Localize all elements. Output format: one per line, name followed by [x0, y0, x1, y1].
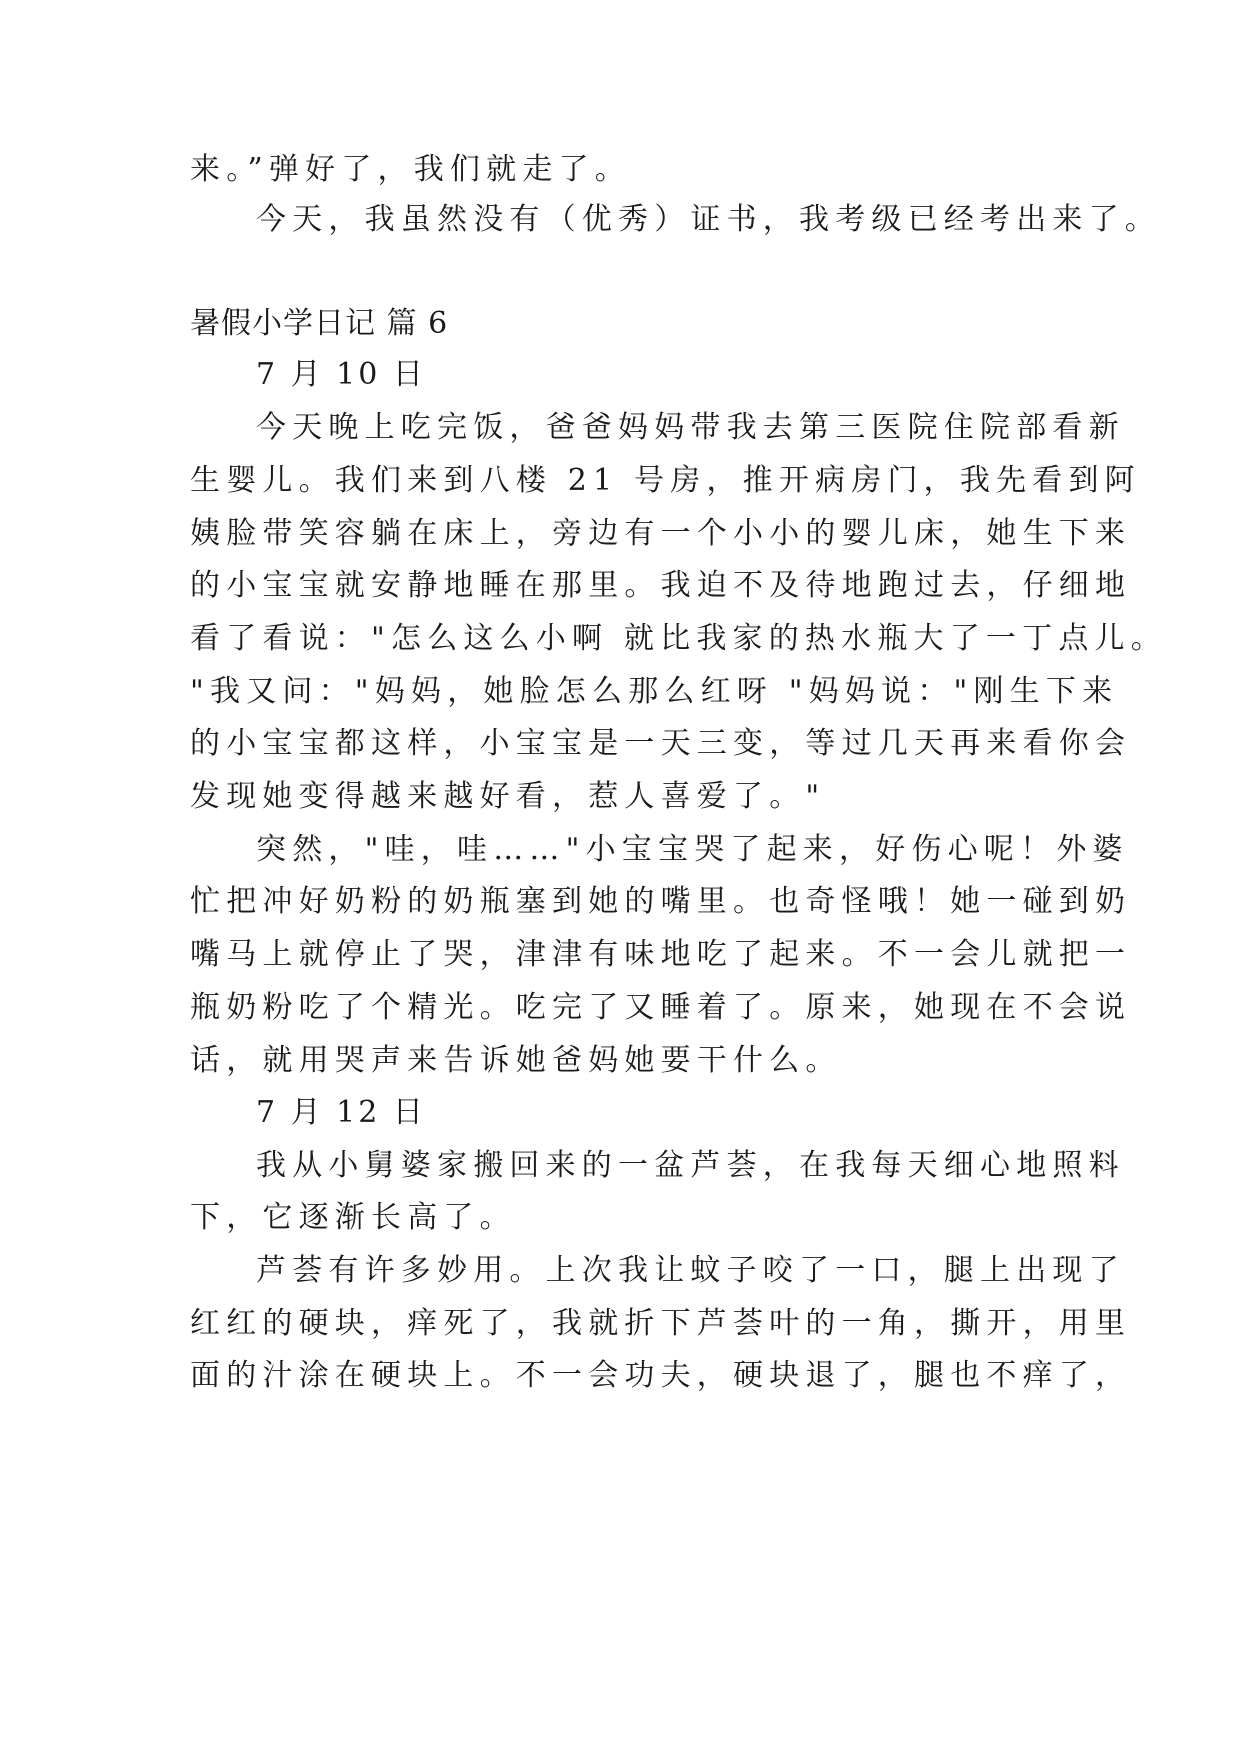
text-line-17: 话，就用哭声来告诉她爸妈她要干什么。: [190, 1043, 842, 1078]
text-line-19: 我从小舅婆家搬回来的一盆芦荟，在我每天细心地照料: [256, 1148, 1125, 1183]
text-line-8: 的小宝宝就安静地睡在那里。我迫不及待地跑过去，仔细地: [190, 568, 1132, 603]
text-line-12: 发现她变得越来越好看，惹人喜爱了。": [190, 779, 826, 814]
text-line-21: 芦荟有许多妙用。上次我让蚊子咬了一口，腿上出现了: [256, 1253, 1125, 1288]
text-line-7: 姨脸带笑容躺在床上，旁边有一个小小的婴儿床，她生下来: [190, 516, 1132, 551]
text-line-13: 突然，"哇，哇……"小宝宝哭了起来，好伤心呢！外婆: [256, 832, 1129, 867]
text-line-16: 瓶奶粉吃了个精光。吃完了又睡着了。原来，她现在不会说: [190, 990, 1132, 1025]
text-line-20: 下，它逐渐长高了。: [190, 1200, 516, 1235]
text-line-2: 今天，我虽然没有（优秀）证书，我考级已经考出来了。: [256, 202, 1161, 237]
text-line-6: 生婴儿。我们来到八楼 21 号房，推开病房门，我先看到阿: [190, 463, 1141, 498]
text-line-9: 看了看说："怎么这么小啊 就比我家的热水瓶大了一丁点儿。: [190, 621, 1167, 656]
text-line-15: 嘴马上就停止了哭，津津有味地吃了起来。不一会儿就把一: [190, 937, 1132, 972]
section-heading: 暑假小学日记 篇 6: [190, 306, 449, 341]
date-heading-2: 7 月 12 日: [256, 1095, 426, 1130]
text-line-10: "我又问："妈妈，她脸怎么那么红呀 "妈妈说："刚生下来: [190, 674, 1119, 709]
text-line-23: 面的汁涂在硬块上。不一会功夫，硬块退了，腿也不痒了，: [190, 1358, 1132, 1393]
text-line-14: 忙把冲好奶粉的奶瓶塞到她的嘴里。也奇怪哦！她一碰到奶: [190, 884, 1132, 919]
text-line-22: 红红的硬块，痒死了，我就折下芦荟叶的一角，撕开，用里: [190, 1306, 1132, 1341]
text-line-11: 的小宝宝都这样，小宝宝是一天三变，等过几天再来看你会: [190, 726, 1132, 761]
text-line-1: 来。”弹好了，我们就走了。: [190, 152, 631, 187]
date-heading-1: 7 月 10 日: [256, 357, 426, 392]
text-line-5: 今天晚上吃完饭，爸爸妈妈带我去第三医院住院部看新: [256, 410, 1125, 445]
